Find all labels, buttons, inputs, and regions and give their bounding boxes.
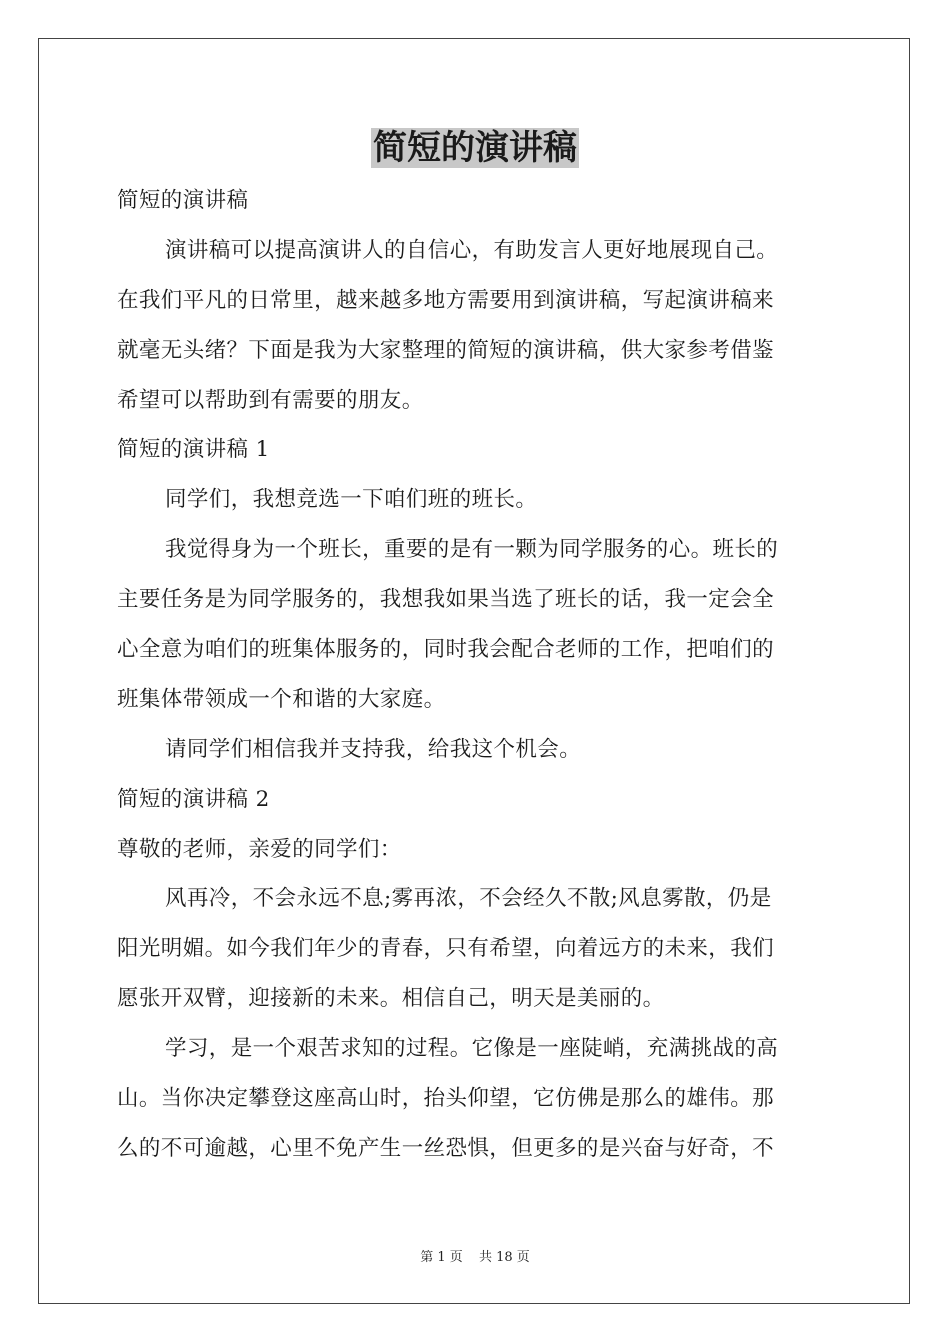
page-footer	[0, 1246, 950, 1265]
page-total: 共 18 页	[478, 1250, 530, 1265]
text-line: 心全意为咱们的班集体服务的，同时我会配合老师的工作，把咱们的	[117, 637, 775, 663]
text-line: 班集体带领成一个和谐的大家庭。	[117, 686, 446, 712]
text-line: 就毫无头绪？下面是我为大家整理的简短的演讲稿，供大家参考借鉴	[117, 337, 775, 363]
text-line: 同学们，我想竞选一下咱们班的班长。	[165, 487, 538, 513]
text-line: 愿张开双臂，迎接新的未来。相信自己，明天是美丽的。	[117, 986, 665, 1012]
text-line: 简短的演讲稿 2	[117, 786, 270, 812]
text-line: 风再冷，不会永远不息;雾再浓，不会经久不散;风息雾散，仍是	[165, 886, 772, 912]
text-line: 主要任务是为同学服务的，我想我如果当选了班长的话，我一定会全	[117, 587, 775, 613]
document-body	[117, 176, 837, 1174]
page-number: 第 1 页	[420, 1250, 463, 1265]
text-line: 尊敬的老师，亲爱的同学们：	[117, 836, 402, 862]
document-title: 简短的演讲稿	[373, 128, 577, 168]
text-line: 我觉得身为一个班长，重要的是有一颗为同学服务的心。班长的	[165, 537, 779, 563]
text-line: 简短的演讲稿	[117, 188, 249, 213]
text-line: 在我们平凡的日常里，越来越多地方需要用到演讲稿，写起演讲稿来	[117, 287, 775, 313]
title-container	[0, 128, 950, 168]
text-line: 请同学们相信我并支持我，给我这个机会。	[165, 736, 582, 762]
text-line: 学习，是一个艰苦求知的过程。它像是一座陡峭，充满挑战的高	[165, 1036, 779, 1062]
text-line: 阳光明媚。如今我们年少的青春，只有希望，向着远方的未来，我们	[117, 936, 775, 962]
text-line: 么的不可逾越，心里不免产生一丝恐惧，但更多的是兴奋与好奇，不	[117, 1135, 775, 1161]
text-line: 简短的演讲稿 1	[117, 437, 270, 463]
text-line: 希望可以帮助到有需要的朋友。	[117, 387, 424, 413]
text-line: 山。当你决定攀登这座高山时，抬头仰望，它仿佛是那么的雄伟。那	[117, 1086, 775, 1112]
text-line: 演讲稿可以提高演讲人的自信心，有助发言人更好地展现自己。	[165, 237, 779, 263]
